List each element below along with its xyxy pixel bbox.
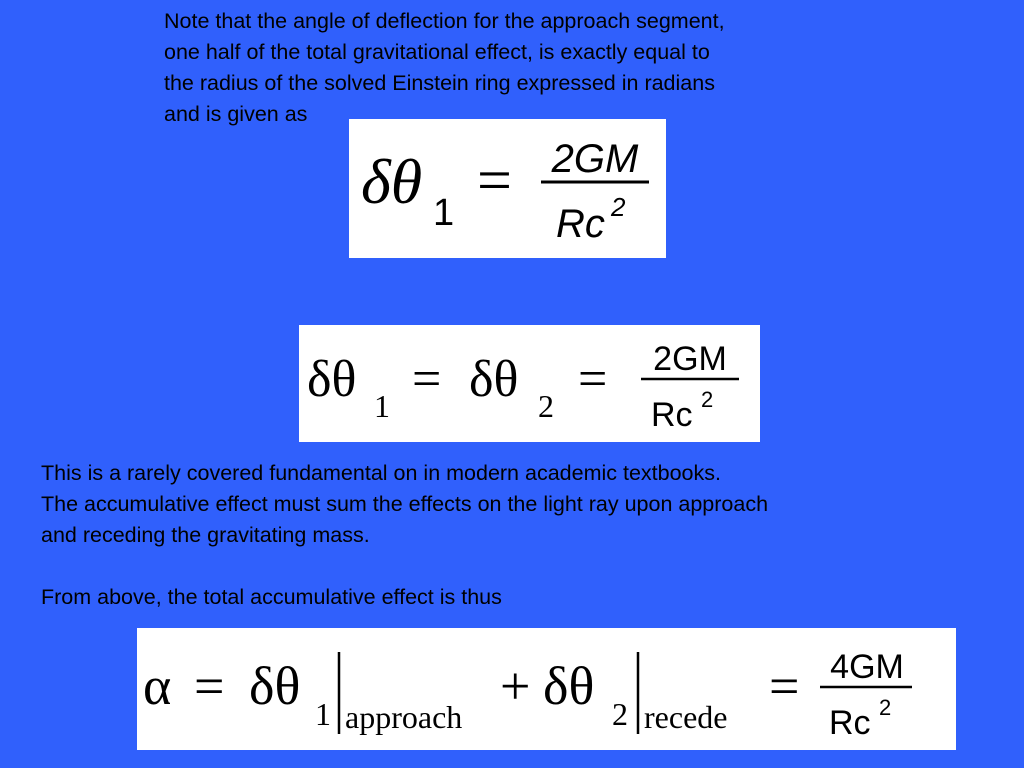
eq2-numerator: 2GM [653,340,727,378]
eq3-equals-1: = [194,656,225,716]
equation-total-deflection [137,628,956,750]
eq1-lhs: δθ [361,146,423,217]
explanation-line-3: and receding the gravitating mass. [41,523,370,547]
eq1-equals: = [477,147,512,215]
eq3-numerator: 4GM [830,648,904,686]
eq2-denominator: Rc [651,396,693,434]
explanation-line-2: The accumulative effect must sum the effects on the light ray upon approach [41,492,769,516]
conclusion-paragraph [41,582,502,613]
explanation-paragraph [41,458,768,551]
intro-paragraph [164,6,725,130]
eq3-denominator-superscript: 2 [879,695,892,720]
eq2-equals-2: = [578,351,608,408]
eq3-term2-subscript: 2 [612,696,628,732]
intro-line-3: the radius of the solved Einstein ring expressed in radians [164,71,715,95]
eq1-denominator: Rc [556,202,605,246]
eq2-term1: δθ [307,351,357,408]
intro-line-1: Note that the angle of deflection for the approach segment, [164,9,725,33]
equation-deflection-symmetric [299,325,760,442]
conclusion-line: From above, the total accumulative effect is thus [41,585,502,609]
eq2-term1-subscript: 1 [374,388,390,424]
explanation-line-1: This is a rarely covered fundamental on in modern academic textbooks. [41,461,721,485]
eq3-plus: + [500,656,531,716]
eq3-term2-eval-label: recede [644,699,728,735]
eq1-lhs-subscript: 1 [433,192,455,234]
eq3-term1: δθ [249,656,301,716]
eq3-denominator: Rc [829,704,871,742]
eq2-equals-1: = [412,351,442,408]
intro-line-2: one half of the total gravitational effect, is exactly equal to [164,40,710,64]
intro-line-4: and is given as [164,102,308,126]
eq3-term2: δθ [543,656,595,716]
eq3-equals-2: = [769,656,800,716]
eq2-denominator-superscript: 2 [701,387,714,412]
eq3-lhs-alpha: α [143,656,172,716]
eq1-denominator-superscript: 2 [611,192,626,222]
eq3-term1-subscript: 1 [315,696,331,732]
eq3-term1-eval-label: approach [345,699,463,735]
eq2-term2-subscript: 2 [538,388,554,424]
eq2-term2: δθ [469,351,519,408]
equation-deflection-approach [349,119,666,258]
eq1-numerator: 2GM [551,137,639,181]
